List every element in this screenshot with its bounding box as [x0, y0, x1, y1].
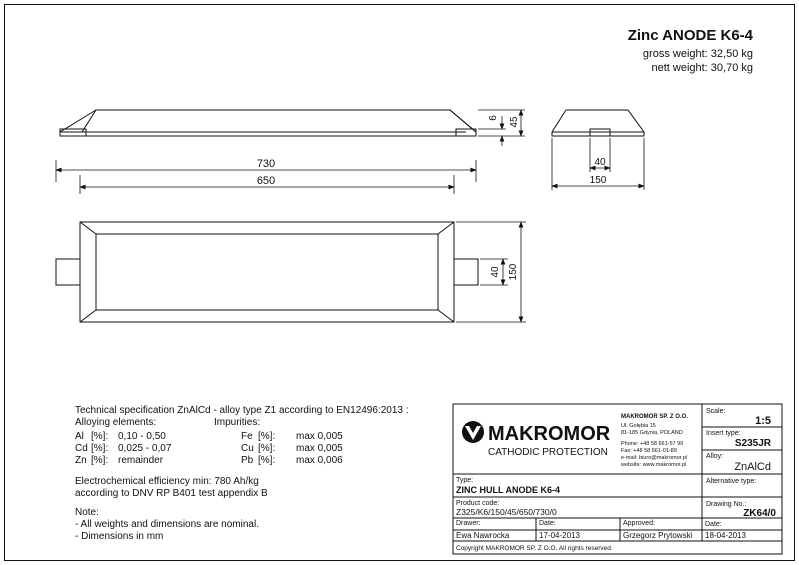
spec-value: 0,10 - 0,50: [118, 431, 166, 442]
spec-value: remainder: [118, 455, 164, 466]
side-view: [552, 110, 644, 136]
product-code-label: Product code:: [456, 500, 500, 507]
scale-label: Scale:: [706, 408, 726, 415]
dim-150-side: 150: [508, 263, 519, 281]
alternative-type-label: Alternative type:: [706, 478, 757, 485]
spec-impurity-value: max 0,005: [296, 443, 343, 454]
spec-impurity: Pb: [241, 455, 254, 466]
company-address-2: 81-185 Gdynia, POLAND: [621, 430, 683, 436]
date-drawn-label: Date:: [539, 520, 556, 527]
date-approved-value: 18-04-2013: [705, 531, 746, 540]
alloying-label: Alloying elements:: [75, 417, 157, 428]
insert-type-value: S235JR: [734, 438, 771, 449]
alloy-value: ZnAlCd: [734, 461, 771, 473]
company-phone: Phone: +48 58 661-57 99: [621, 441, 684, 447]
note-label: Note:: [75, 507, 99, 518]
dim-40-top: 40: [594, 157, 606, 168]
spec-element: Al: [75, 431, 84, 442]
drawing-number-label: Drawing No.:: [706, 501, 747, 508]
dim-6: 6: [488, 115, 499, 121]
insert-type-label: Insert type:: [706, 430, 741, 437]
dim-730: 730: [256, 158, 276, 170]
spec-element: Zn: [75, 455, 87, 466]
company-name: MAKROMOR SP. Z O.O.: [621, 414, 688, 420]
alloy-label: Alloy:: [706, 453, 724, 460]
dim-150-top: 150: [589, 175, 607, 186]
drawer-value: Ewa Nawrocka: [456, 531, 510, 540]
dim-650: 650: [256, 175, 276, 187]
spec-value: 0,025 - 0,07: [118, 443, 172, 454]
copyright: Copyright MAKROMOR SP. Z O.O. All rights reserved.: [456, 545, 613, 552]
company-website: website: www.makromor.pl: [621, 462, 687, 468]
spec-impurity: Cu: [241, 443, 254, 454]
product-code-value: Z325/K6/150/45/650/730/0: [456, 507, 557, 517]
drawer-label: Drawer:: [456, 520, 481, 527]
impurities-label: Impurities:: [214, 417, 261, 428]
spec-unit: [%]:: [91, 431, 109, 442]
spec-impurity-value: max 0,006: [296, 455, 343, 466]
top-view: [56, 222, 478, 322]
dim-45: 45: [509, 116, 520, 128]
drawing-number-value: ZK64/0: [743, 508, 776, 519]
spec-unit: [%]:: [91, 443, 109, 454]
logo-name: MAKROMOR: [488, 423, 611, 445]
nett-weight: nett weight: 30,70 kg: [651, 62, 753, 74]
spec-impurity-unit: [%]:: [258, 455, 276, 466]
scale-value: 1:5: [755, 415, 771, 427]
company-fax: Fax: +48 58 661-01-89: [621, 448, 677, 454]
logo-subtitle: CATHODIC PROTECTION: [488, 447, 608, 458]
type-label: Type:: [456, 477, 474, 484]
dim-40-side: 40: [490, 266, 501, 278]
spec-heading: Technical specification ZnAlCd - alloy type Z1 according to EN12496:2013 :: [75, 405, 409, 416]
spec-element: Cd: [75, 443, 88, 454]
drawing-title: Zinc ANODE K6-4: [627, 27, 753, 44]
gross-weight: gross weight: 32,50 kg: [642, 48, 753, 60]
approved-label: Approved:: [623, 520, 655, 527]
efficiency-line-1: Electrochemical efficiency min: 780 Ah/kg: [75, 476, 259, 487]
spec-impurity-value: max 0,005: [296, 431, 343, 442]
spec-impurity-unit: [%]:: [258, 431, 276, 442]
makromor-logo: [462, 421, 484, 443]
note-1: - All weights and dimensions are nominal.: [75, 519, 259, 530]
type-value: ZINC HULL ANODE K6-4: [456, 485, 561, 495]
note-2: - Dimensions in mm: [75, 531, 164, 542]
date-approved-label: Date:: [705, 521, 722, 528]
technical-specification: [75, 405, 409, 542]
company-address-1: Ul. Gołębia 15: [621, 423, 656, 429]
front-view: [60, 110, 476, 136]
date-drawn-value: 17-04-2013: [539, 531, 580, 540]
company-email: e-mail: biuro@makromor.pl: [621, 455, 688, 461]
spec-impurity: Fe: [241, 431, 253, 442]
spec-impurity-unit: [%]:: [258, 443, 276, 454]
spec-unit: [%]:: [91, 455, 109, 466]
approved-value: Grzegorz Prytowski: [623, 531, 693, 540]
efficiency-line-2: according to DNV RP B401 test appendix B: [75, 488, 268, 499]
